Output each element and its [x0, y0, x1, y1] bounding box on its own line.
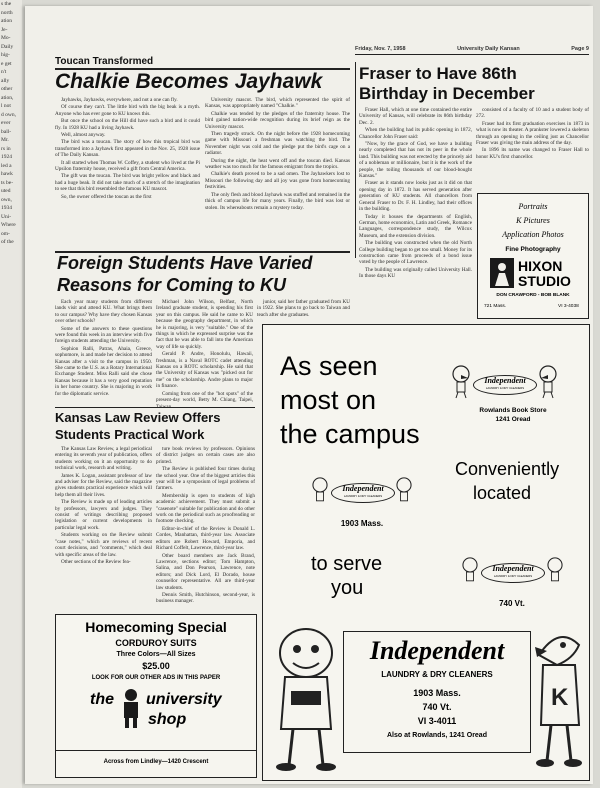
- jayhawk-mass-left-icon: [311, 477, 329, 507]
- jayhawk-right-icon: [538, 365, 558, 399]
- strip-fragment: om-: [1, 230, 10, 237]
- paper-name: University Daily Kansan: [457, 46, 520, 52]
- strip-fragment: hig-: [1, 52, 10, 58]
- independent-laundry-ad: [262, 324, 590, 781]
- toucan-paragraph: Of course they can't. The little bird with the big beak is a myth. Anyone who has ever gone to KU knows this.: [55, 104, 200, 117]
- toucan-paragraph: The bird was a toucan. The story of how this tropical bird was transformed into a Jayhawk first appeared in the Nov. 25, 1928 issue of The Daily Kansan.: [55, 139, 200, 159]
- fraser-paragraph: Fraser Hall, which at one time contained the entire University of Kansas, will celebrate its 86th birthday Dec. 2.: [359, 107, 472, 126]
- foreign-paragraph: Coming from one of the "hot spots" of the present-day world, Betty M. Chiang, Taipei,: [156, 390, 253, 404]
- previous-page-strip: [0, 0, 22, 788]
- law-paragraph: Membership is open to students of high academic achievement. They must submit a "casenote" suitable for publication and do other work on the periodical such as proofreading or footnote checking.: [156, 492, 255, 525]
- hixon-phone: VI 3-4038: [558, 304, 579, 309]
- strip-fragment: 1934: [1, 205, 12, 211]
- rowlands-name: Rowlands Book Store: [479, 407, 547, 414]
- fraser-paragraph: When the building had its public opening in 1872, Chancellor John Fraser said:: [359, 127, 472, 140]
- laundry-phone: VI 3-4011: [417, 716, 457, 726]
- shop-logo-the: the: [90, 691, 114, 708]
- fraser-headline-2: Birthday in December: [359, 84, 535, 103]
- law-paragraph: The Kansas Law Review, a legal periodical entering its seventh year of publication, offers students working on it an opportunity to do technical work, research and writing.: [55, 446, 152, 472]
- law-col-2: [156, 446, 255, 611]
- laundry-address-2: 740 Vt.: [422, 702, 452, 712]
- fraser-paragraph: In 1896 its name was changed to Fraser Hall to honor KU's first chancellor.: [476, 147, 589, 160]
- fraser-paragraph: The building was originally called University Hall. In those days KU: [359, 266, 472, 280]
- hixon-name-1: HIXON: [518, 258, 563, 274]
- homecoming-look: LOOK FOR OUR OTHER ADS IN THIS PAPER: [91, 675, 221, 681]
- fraser-col-2: [476, 107, 589, 192]
- toucan-col-2: [205, 97, 350, 249]
- foreign-paragraph: junior, said her father graduated from KU in 1922. She plans to go back to Taiwan and teach after she graduates.: [257, 299, 350, 318]
- law-headline-2: Students Practical Work: [55, 427, 205, 442]
- strip-fragment: rs in: [1, 145, 11, 152]
- laundry-logo-box: [343, 631, 531, 753]
- toucan-paragraph: So, the owner offered the toucan as the first: [61, 193, 152, 200]
- jayhawk-left-icon: [451, 365, 471, 399]
- university-shop-ad: [55, 614, 257, 778]
- toucan-paragraph: Chalkie was tended by the pledges of the fraternity house. The bird gained nation-wide recognition during its brief reign as the University mascot.: [205, 110, 350, 130]
- toucan-paragraph: The only flesh and blood Jayhawk was stuffed and remained in the thick of campus life for many years. Finally, the bird was lost or stolen. Its whereabouts remain a mystery today.: [205, 191, 350, 211]
- hixon-line-1: Portraits: [518, 202, 548, 211]
- foreign-headline-2: Reasons for Coming to KU: [57, 275, 287, 295]
- strip-fragment: s the: [1, 1, 12, 7]
- hixon-line-3: Application Photos: [502, 230, 564, 239]
- ad-the-campus: the campus: [280, 419, 420, 449]
- strip-fragment: own,: [1, 196, 12, 203]
- strip-fragment: e get: [1, 60, 12, 67]
- law-paragraph: Other sections of the Review fea-: [61, 558, 131, 565]
- ad-conveniently: Conveniently: [455, 459, 560, 479]
- hixon-name-2: STUDIO: [518, 273, 571, 289]
- laundry-logo-name: Independent: [369, 636, 505, 665]
- strip-fragment: d own,: [1, 111, 16, 118]
- hixon-owners: DON CRAWFORD - BOB BLANK: [496, 293, 570, 298]
- strip-fragment: l not: [1, 103, 11, 109]
- foreign-paragraph: Each year many students from different lands visit and attend KU. What brings them to our campus? Why have they chosen Kansas over other schools?: [55, 299, 152, 325]
- jayhawk-vt-left-icon: [461, 557, 479, 587]
- foreign-paragraph: Some of the answers to these questions were found this week in an interview with five foreign students attending the University.: [55, 325, 152, 345]
- shop-mascot-icon: [118, 687, 144, 729]
- strip-fragment: other: [1, 86, 13, 92]
- strip-fragment: 1924: [1, 154, 12, 160]
- toucan-paragraph: It all started when Thomas W. Coffey, a student who lived at the Pi Upsilon fraternity house, received a gift from Central America.: [55, 159, 200, 173]
- law-paragraph: Editor-in-chief of the Review is Donald L. Cordes, Manhattan, third-year law. Associate editors are Robert Howard, Emporia, and Richard Coffelt, Lawrence, third-year law.: [156, 525, 255, 552]
- strip-fragment: Where: [1, 222, 16, 228]
- strip-fragment: ation,: [1, 94, 14, 101]
- badge-rowlands-name: Independent: [484, 376, 526, 385]
- strip-fragment: ation: [1, 18, 12, 24]
- hixon-fine: Fine Photography: [505, 246, 561, 253]
- hixon-line-2: K Pictures: [516, 216, 550, 225]
- toucan-paragraph: University mascot. The bird, which represented the spirit of Kansas, was appropriately named "Chalkie.": [205, 97, 350, 110]
- issue-date: Friday, Nov. 7, 1958: [355, 46, 406, 52]
- law-paragraph: Students working on the Review submit "case notes," which are reviews of recent court decisions, and "comments," which deal with specific areas of the law.: [55, 532, 152, 558]
- strip-fragment: ally: [1, 77, 10, 84]
- fraser-paragraph: The building was constructed when the old North College building began to get too small. Money for its construction came from proceeds of a bond issue voted by the people of Lawrence.: [359, 240, 472, 266]
- badge-mass-name: Independent: [342, 484, 384, 493]
- badge-vt-sub: LAUNDRY & DRY CLEANERS: [493, 574, 533, 578]
- toucan-paragraph: During the night, the heat went off and the toucan died. Kansas weather was too much for the famous emigrant from the tropics.: [205, 157, 350, 171]
- ad-most-on: most on: [280, 385, 377, 415]
- badge-mass-sub: LAUNDRY & DRY CLEANERS: [343, 494, 383, 498]
- laundry-address-1: 1903 Mass.: [413, 688, 461, 698]
- law-paragraph: ture book reviews by professors. Opinions of district judges on certain cases are also printed.: [156, 446, 255, 465]
- laundry-mascot-left-icon: [271, 625, 341, 773]
- page-number: Page 9: [571, 46, 589, 52]
- fraser-col-1: [359, 107, 472, 303]
- law-paragraph: James K. Logan, assistant professor of law and adviser for the Review, said the magazine gives students practical experience which will help them all their lives.: [55, 472, 152, 498]
- badge-mass: [331, 483, 395, 503]
- laundry-also: Also at Rowlands, 1241 Oread: [387, 732, 487, 739]
- foreign-paragraph: Sophion Ralli, Patras, Ahaia, Greece, sophomore, is and made her decision to attend Kansas after a visit to the campus in 1950. She came to the U.S. as a Rotary International Exchange Student. Miss Ralli said she chose Kansas because it has a very good reputation in her home country. She is majoring in work for the diplomatic service.: [55, 345, 152, 397]
- law-top-rule: [55, 407, 255, 408]
- homecoming-sub: CORDUROY SUITS: [115, 638, 197, 648]
- laundry-jayhawk-right-icon: [533, 625, 585, 773]
- newspaper-page: [25, 6, 593, 784]
- toucan-paragraph: Chalkie's death proved to be a sad omen. The Jayhawkers lost to Missouri the following day and all joy was gone from homecoming festivities.: [205, 171, 350, 191]
- ad-to-serve: to serve: [311, 553, 383, 575]
- foreign-headline-1: Foreign Students Have Varied: [57, 253, 313, 273]
- jayhawk-mass-right-icon: [395, 477, 413, 507]
- homecoming-title: Homecoming Special: [85, 619, 227, 635]
- law-col-1: [55, 446, 152, 611]
- strip-fragment: north: [1, 9, 13, 16]
- toucan-col-1: [55, 97, 200, 249]
- toucan-paragraph: Well, almost anyway.: [61, 132, 106, 139]
- fraser-paragraph: "Now, by the grace of God, we have a building nearly completed that has not its peer in the whole land. This building was not erected by the princely aid of a nobleman or millionaire, but it is the work of the people, the toiling thousands of our blood-bought Kansas.": [359, 141, 472, 180]
- toucan-paragraph: The gift was the toucan. The bird was bright yellow and black and had a huge beak. It did not take much of a stretch of the imagination to see that this bird resembled the famous KU mascot.: [55, 173, 200, 193]
- law-paragraph: The Review is published four times during the school year. One of the biggest articles this year will be a symposium of legal problems of farmers.: [156, 466, 255, 492]
- homecoming-price: $25.00: [142, 661, 170, 671]
- fraser-divider: [355, 62, 356, 258]
- hixon-address: 721 Mass.: [484, 304, 507, 309]
- shop-logo-university: university: [146, 691, 222, 708]
- foreign-col-2: [156, 299, 253, 404]
- ad-as-seen: As seen: [280, 351, 378, 381]
- strip-fragment: Uni-: [1, 213, 12, 220]
- strip-fragment: led a: [1, 162, 12, 169]
- mass-address: 1903 Mass.: [340, 519, 384, 528]
- law-paragraph: The Review is made up of leading articles by professors, lawyers and judges. They consist of writings describing proposed legislation or current developments in particular legal work.: [55, 499, 152, 531]
- badge-vt-name: Independent: [492, 564, 534, 573]
- jayhawk-vt-right-icon: [546, 557, 564, 587]
- fraser-paragraph: Fraser as it stands now looks just as it did on that opening day in 1872. It has served generation after generation of KU students. All chancellors from General Fraser to Dr. F. H. Lindley, had their offices in the building.: [359, 180, 472, 213]
- law-paragraph: Dennis Smith, Hutchinson, second-year, is business manager.: [156, 591, 255, 605]
- strip-fragment: ever: [1, 120, 11, 126]
- foreign-paragraph: Gerald P. Andre, Honolulu, Hawaii, freshman, is a Naval ROTC cadet attending Kansas on a ROTC scholarship. He said that the University of Kansas was "picked out for me" on the scholarship. Andre plans to major in finance.: [156, 351, 253, 390]
- ad-located: located: [473, 483, 532, 503]
- strip-fragment: Je-: [1, 26, 8, 33]
- shop-rule: [56, 750, 256, 751]
- masthead-rule: [355, 54, 589, 55]
- ad-you: you: [331, 577, 364, 599]
- camera-figure-icon: [490, 258, 514, 288]
- toucan-paragraph: Jayhawks, Jayhawks, everywhere, and not a one can fly.: [61, 97, 178, 103]
- vt-address: 740 Vt.: [499, 599, 525, 608]
- strip-fragment: ball-: [1, 128, 12, 135]
- strip-fragment: uted: [1, 188, 11, 194]
- toucan-paragraph: But once the school on the Hill did have such a bird and it could fly. In 1928 KU had a living Jayhawk.: [55, 118, 200, 131]
- strip-fragment: of the: [1, 239, 14, 245]
- strip-fragment: Mo-: [1, 35, 11, 41]
- toucan-paragraph: Then tragedy struck. On the night before the 1928 homecoming game with Missouri a freshman was watching the bird. The November night was cold and the pledge put the bird's cage on a radiator.: [205, 131, 350, 157]
- strip-fragment: hawk: [1, 171, 13, 177]
- hixon-studio-ad: [477, 193, 589, 319]
- rowlands-address: 1241 Oread: [495, 416, 531, 423]
- strip-fragment: ts be-: [1, 179, 14, 186]
- shop-address: Across from Lindley—1420 Crescent: [103, 759, 209, 765]
- strip-fragment: Daily: [1, 43, 14, 50]
- badge-rowlands: [473, 375, 537, 395]
- law-headline-1: Kansas Law Review Offers: [55, 410, 221, 425]
- badge-rowlands-sub: LAUNDRY & DRY CLEANERS: [485, 386, 525, 390]
- fraser-paragraph: Fraser had its first graduation exercises in 1873 in what is now its theater. A prankster lowered a skeleton through an opening in the ceiling just as Chancellor Fraser was giving the main address of the day.: [476, 120, 589, 147]
- fraser-paragraph: Today it houses the departments of English, German, home economics, Latin and Greek, Romance Languages, correspondence study, the Wilcox Museum, and the extension division.: [359, 213, 472, 239]
- fraser-headline-1: Fraser to Have 86th: [359, 64, 517, 83]
- badge-vt: [481, 563, 545, 583]
- fraser-paragraph: consisted of a faculty of 10 and a student body of 272.: [476, 107, 589, 120]
- svg-text:K: K: [551, 684, 569, 711]
- toucan-kicker: Toucan Transformed: [55, 56, 154, 67]
- homecoming-colors: Three Colors—All Sizes: [116, 651, 196, 658]
- foreign-col-1: [55, 299, 152, 404]
- masthead: [355, 46, 589, 52]
- strip-fragment: Mr.: [1, 137, 9, 143]
- laundry-logo-sub: LAUNDRY & DRY CLEANERS: [381, 670, 493, 679]
- strip-fragment: n't: [1, 69, 7, 75]
- foreign-paragraph: Michael John Wilson, Belfast, North Ireland graduate student, is spending his first year on this campus. He said he came to KU because the geography department, in which he is majoring, is very "suitable." One of the things in which he expressed surprise was the fact that he was able to fall into the American way of life so quickly.: [156, 299, 253, 350]
- shop-logo-shop: shop: [148, 711, 187, 728]
- law-paragraph: Other board members are Jack Brand, Lawrence, sections editor; Tom Hampton, Salina, and Don Pearson, Lawrence, note editors; and Dick Lord, El Dorado, house counsellor representative. All are third-year law students.: [156, 552, 255, 591]
- toucan-headline: Chalkie Becomes Jayhawk: [55, 70, 323, 93]
